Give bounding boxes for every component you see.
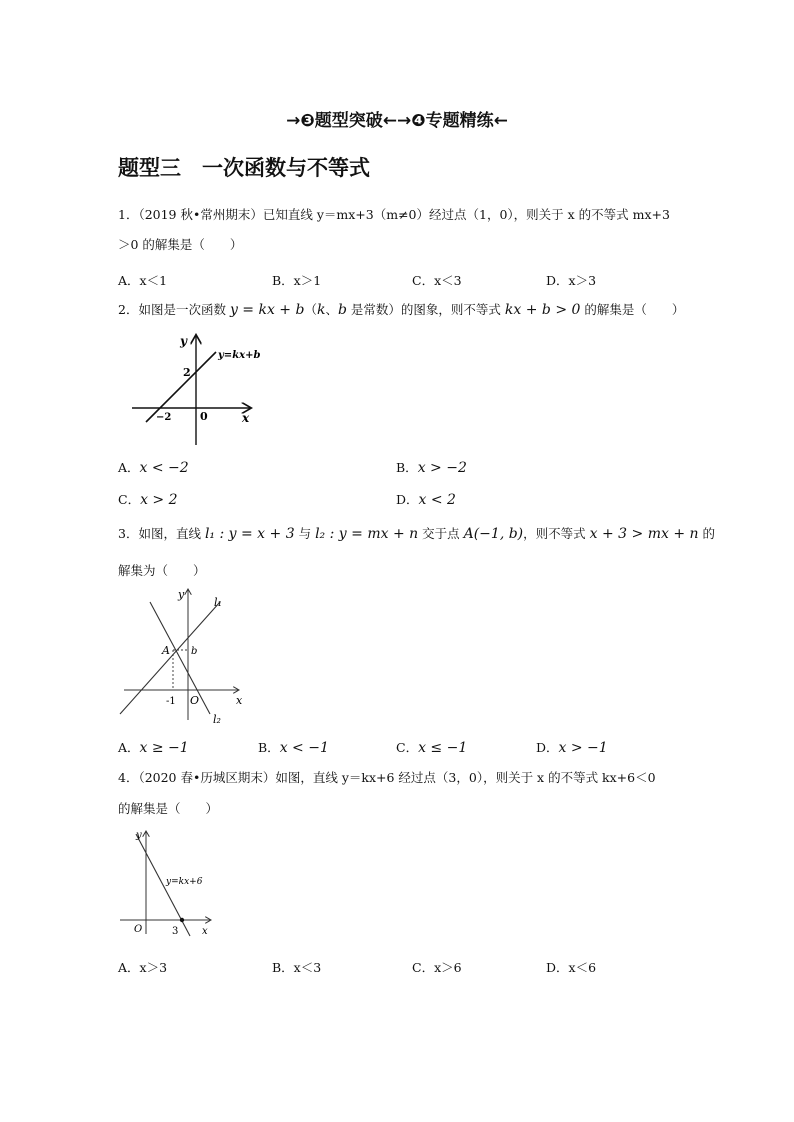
section-banner: →❸题型突破←→❹专题精练← xyxy=(286,111,508,131)
origin-label: 0 xyxy=(200,410,208,423)
q2-stem: 2．如图是一次函数 y = kx + b（k、b 是常数）的图象，则不等式 kx + b > 0 的解集是（ ） xyxy=(118,302,685,318)
q2-equation: y = kx + b xyxy=(229,302,305,318)
q1-option-b: B．x＞1 xyxy=(272,273,322,288)
origin-label: O xyxy=(190,694,200,707)
q1-option-a: A．x＜1 xyxy=(118,273,168,288)
q4-graph xyxy=(114,826,220,940)
q1-option-d: D．x＞3 xyxy=(546,273,597,288)
q2-option-d: D．x < 2 xyxy=(396,492,456,508)
b-label: b xyxy=(191,646,198,657)
q2-graph xyxy=(128,330,268,448)
q3-stem: 3．如图，直线 l₁ : y = x + 3 与 l₂ : y = mx + n 交于点 A(−1, b)，则不等式 x + 3 > mx + n 的 xyxy=(118,526,716,542)
line-label: y=kx+6 xyxy=(166,877,203,887)
q3-option-d: D．x > −1 xyxy=(536,740,608,756)
y-label: y xyxy=(178,588,185,601)
root-label: −2 xyxy=(156,412,172,423)
l2-label: l₂ xyxy=(213,713,221,726)
section-title: 题型三 一次函数与不等式 xyxy=(118,156,370,180)
q4-line2: 的解集是（ ） xyxy=(118,801,219,816)
x-label: x xyxy=(242,411,250,425)
q1-line2: ＞0 的解集是（ ） xyxy=(118,237,243,252)
q3-graph xyxy=(116,586,248,728)
q1-line1: 1．（2019 秋•常州期末）已知直线 y＝mx+3（m≠0）经过点（1，0），则关于 x 的不等式 mx+3 xyxy=(118,207,670,222)
q2-option-a: A．x < −2 xyxy=(118,460,189,476)
q4-option-b: B．x＜3 xyxy=(272,960,322,975)
point-a-label: A xyxy=(162,644,170,657)
q3-option-c: C．x ≤ −1 xyxy=(396,740,468,756)
q2-option-c: C．x > 2 xyxy=(118,492,178,508)
q4-option-c: C．x＞6 xyxy=(412,960,462,975)
q3-option-b: B．x < −1 xyxy=(258,740,329,756)
q4-option-a: A．x＞3 xyxy=(118,960,168,975)
y-label: y xyxy=(136,830,142,841)
q2-option-b: B．x > −2 xyxy=(396,460,467,476)
q2-inequality: kx + b > 0 xyxy=(504,302,581,318)
q4-line1: 4．（2020 春•历城区期末）如图，直线 y＝kx+6 经过点（3，0），则关于 x 的不等式 kx+6＜0 xyxy=(118,770,656,785)
x-label: x xyxy=(202,926,208,937)
neg1-label: -1 xyxy=(166,696,176,707)
l1-label: l₁ xyxy=(214,596,222,609)
origin-label: O xyxy=(134,924,143,935)
intercept-point xyxy=(180,918,184,922)
line-l2 xyxy=(150,602,210,714)
q4-option-d: D．x＜6 xyxy=(546,960,597,975)
line-label: y=kx+b xyxy=(218,350,261,361)
y-label: y xyxy=(180,334,187,348)
q3-option-a: A．x ≥ −1 xyxy=(118,740,189,756)
three-label: 3 xyxy=(172,926,179,937)
x-label: x xyxy=(236,694,243,707)
q1-option-c: C．x＜3 xyxy=(412,273,462,288)
q3-line2: 解集为（ ） xyxy=(118,563,206,578)
intercept-label: 2 xyxy=(183,366,191,379)
